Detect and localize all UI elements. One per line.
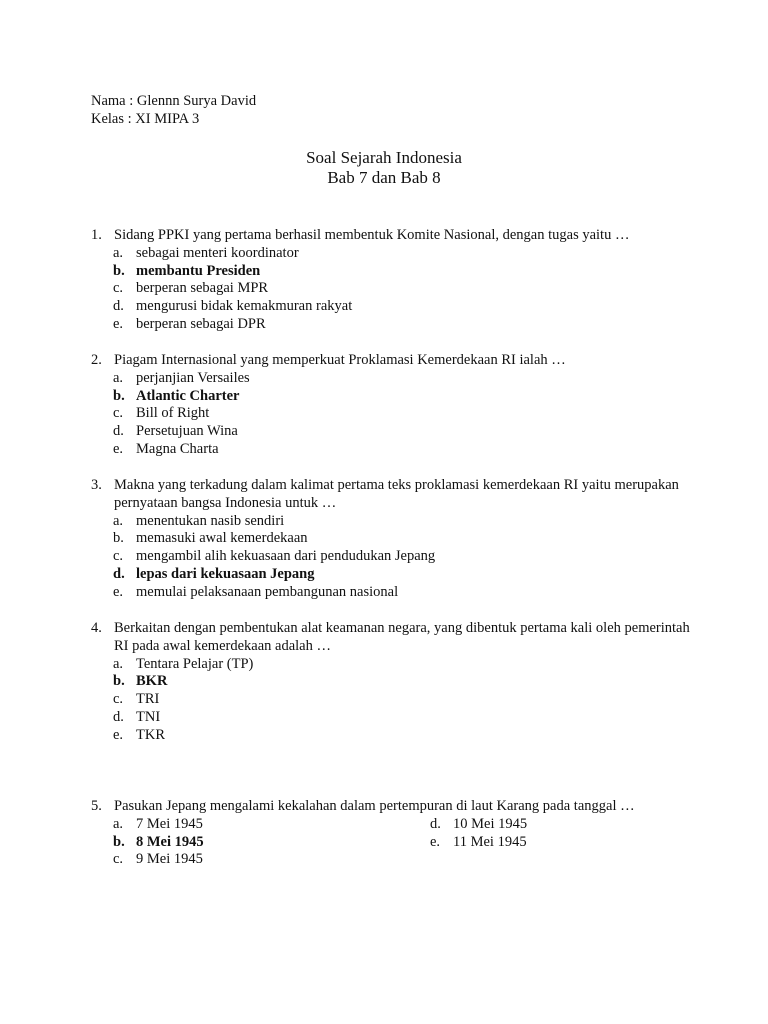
option-list-right bbox=[430, 816, 527, 869]
option-a: a. perjanjian Versailes bbox=[113, 369, 250, 386]
question-number: 2. bbox=[91, 352, 102, 368]
question-number: 5. bbox=[91, 798, 102, 814]
option-b-correct: b. 8 Mei 1945 bbox=[113, 833, 204, 850]
option-b: b. memasuki awal kemerdekaan bbox=[113, 530, 308, 547]
option-e: e. berperan sebagai DPR bbox=[113, 315, 266, 332]
option-e: e. 11 Mei 1945 bbox=[430, 833, 527, 850]
option-a: a. 7 Mei 1945 bbox=[113, 815, 203, 832]
question-text: Piagam Internasional yang memperkuat Proklamasi Kemerdekaan RI ialah … bbox=[114, 352, 566, 368]
option-list bbox=[91, 370, 691, 459]
question-number: 4. bbox=[91, 620, 102, 636]
option-e: e. memulai pelaksanaan pembangunan nasional bbox=[113, 583, 399, 600]
document-title bbox=[0, 148, 768, 188]
question-1 bbox=[91, 227, 691, 334]
option-a: a. Tentara Pelajar (TP) bbox=[113, 655, 254, 672]
option-d-correct: d. lepas dari kekuasaan Jepang bbox=[113, 565, 315, 582]
option-c: c. TRI bbox=[113, 691, 160, 708]
title-line-2: Bab 7 dan Bab 8 bbox=[327, 168, 441, 187]
option-b-correct: b. Atlantic Charter bbox=[113, 387, 240, 404]
option-b-correct: b. BKR bbox=[113, 673, 168, 690]
question-text: Sidang PPKI yang pertama berhasil membentuk Komite Nasional, dengan tugas yaitu … bbox=[114, 227, 630, 243]
option-a: a. sebagai menteri koordinator bbox=[113, 244, 299, 261]
option-c: c. mengambil alih kekuasaan dari pendudukan Jepang bbox=[113, 548, 436, 565]
question-text: Makna yang terkadung dalam kalimat pertama teks proklamasi kemerdekaan RI yaitu merupakan pernyataan bangsa Indonesia untuk … bbox=[114, 477, 679, 511]
question-number: 3. bbox=[91, 477, 102, 493]
question-number: 1. bbox=[91, 227, 102, 243]
option-e: e. Magna Charta bbox=[113, 440, 219, 457]
title-line-1: Soal Sejarah Indonesia bbox=[306, 148, 462, 167]
option-c: c. berperan sebagai MPR bbox=[113, 280, 269, 297]
student-name: Nama : Glennn Surya David bbox=[91, 93, 257, 109]
option-list-left bbox=[113, 816, 430, 869]
student-header bbox=[91, 93, 256, 129]
option-list bbox=[91, 656, 691, 745]
option-a: a. menentukan nasib sendiri bbox=[113, 512, 285, 529]
option-c: c. Bill of Right bbox=[113, 405, 210, 422]
option-c: c. 9 Mei 1945 bbox=[113, 851, 203, 868]
question-2 bbox=[91, 352, 691, 459]
option-e: e. TKR bbox=[113, 726, 165, 743]
option-list bbox=[91, 513, 691, 602]
question-3 bbox=[91, 477, 691, 602]
question-text: Pasukan Jepang mengalami kekalahan dalam pertempuran di laut Karang pada tanggal … bbox=[114, 798, 635, 814]
question-5 bbox=[91, 798, 691, 869]
option-b-correct: b. membantu Presiden bbox=[113, 262, 261, 279]
option-d: d. Persetujuan Wina bbox=[113, 423, 238, 440]
question-text: Berkaitan dengan pembentukan alat keamanan negara, yang dibentuk pertama kali oleh pemerintah RI pada awal kemerdekaan adalah … bbox=[114, 620, 690, 654]
option-list bbox=[91, 245, 691, 334]
option-d: d. mengurusi bidak kemakmuran rakyat bbox=[113, 298, 353, 315]
option-d: d. 10 Mei 1945 bbox=[430, 815, 528, 832]
option-d: d. TNI bbox=[113, 708, 161, 725]
option-columns bbox=[91, 816, 691, 869]
student-class: Kelas : XI MIPA 3 bbox=[91, 111, 200, 127]
question-4 bbox=[91, 620, 691, 745]
